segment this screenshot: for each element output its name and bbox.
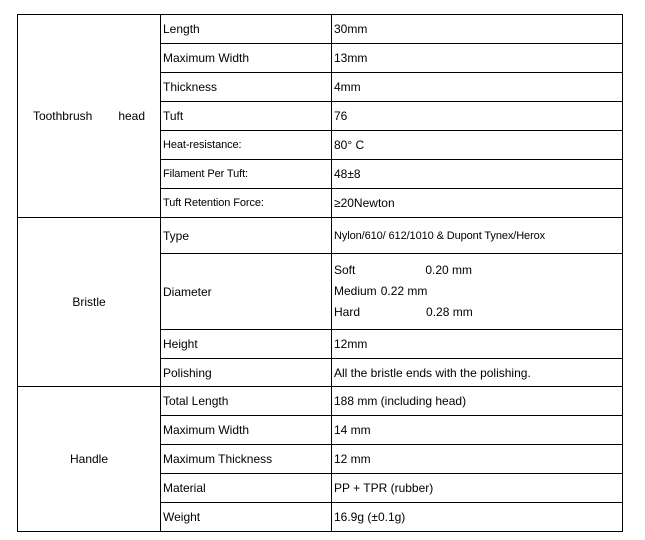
diameter-value: 0.22 mm	[380, 284, 428, 298]
group-label-word: head	[118, 109, 146, 123]
spec-value: 13mm	[332, 44, 623, 73]
spec-label: Maximum Width	[161, 416, 332, 445]
spec-value: 188 mm (including head)	[332, 387, 623, 416]
diameter-line-medium	[334, 281, 620, 302]
spec-value: 48±8	[332, 160, 623, 189]
table-row	[18, 218, 623, 254]
spec-value: 80° C	[332, 131, 623, 160]
spec-label: Material	[161, 474, 332, 503]
spec-value: 16.9g (±0.1g)	[332, 503, 623, 532]
spec-value: 30mm	[332, 15, 623, 44]
diameter-grade: Soft	[334, 263, 356, 277]
group-toothbrush-head	[18, 15, 161, 218]
spec-value: 76	[332, 102, 623, 131]
table-row	[18, 15, 623, 44]
group-bristle: Bristle	[18, 218, 161, 387]
spec-value: ≥20Newton	[332, 189, 623, 218]
spec-label: Polishing	[161, 359, 332, 387]
diameter-value: 0.28 mm	[426, 305, 473, 319]
diameter-values	[332, 254, 623, 330]
spec-label: Length	[161, 15, 332, 44]
diameter-line-hard	[334, 302, 620, 323]
spec-label: Maximum Width	[161, 44, 332, 73]
spec-label: Type	[161, 218, 332, 254]
spec-value: All the bristle ends with the polishing.	[332, 359, 623, 387]
spec-label: Weight	[161, 503, 332, 532]
table-row	[18, 387, 623, 416]
diameter-line-soft	[334, 260, 620, 281]
group-handle: Handle	[18, 387, 161, 532]
spec-label: Filament Per Tuft:	[161, 160, 332, 189]
spec-label: Diameter	[161, 254, 332, 330]
spec-value: 4mm	[332, 73, 623, 102]
specification-table	[17, 14, 623, 532]
spec-label: Tuft Retention Force:	[161, 189, 332, 218]
spec-label: Maximum Thickness	[161, 445, 332, 474]
diameter-value: 0.20 mm	[425, 263, 473, 277]
spec-label: Total Length	[161, 387, 332, 416]
diameter-grade: Medium	[334, 284, 377, 298]
spec-label: Heat-resistance:	[161, 131, 332, 160]
spec-value: 12 mm	[332, 445, 623, 474]
group-label-word: Toothbrush	[32, 109, 93, 123]
spec-label: Tuft	[161, 102, 332, 131]
spec-value: Nylon/610/ 612/1010 & Dupont Tynex/Herox	[332, 218, 623, 254]
spec-value: 14 mm	[332, 416, 623, 445]
spec-label: Thickness	[161, 73, 332, 102]
spec-value: PP + TPR (rubber)	[332, 474, 623, 503]
spec-label: Height	[161, 330, 332, 359]
spec-value: 12mm	[332, 330, 623, 359]
diameter-grade: Hard	[334, 305, 361, 319]
